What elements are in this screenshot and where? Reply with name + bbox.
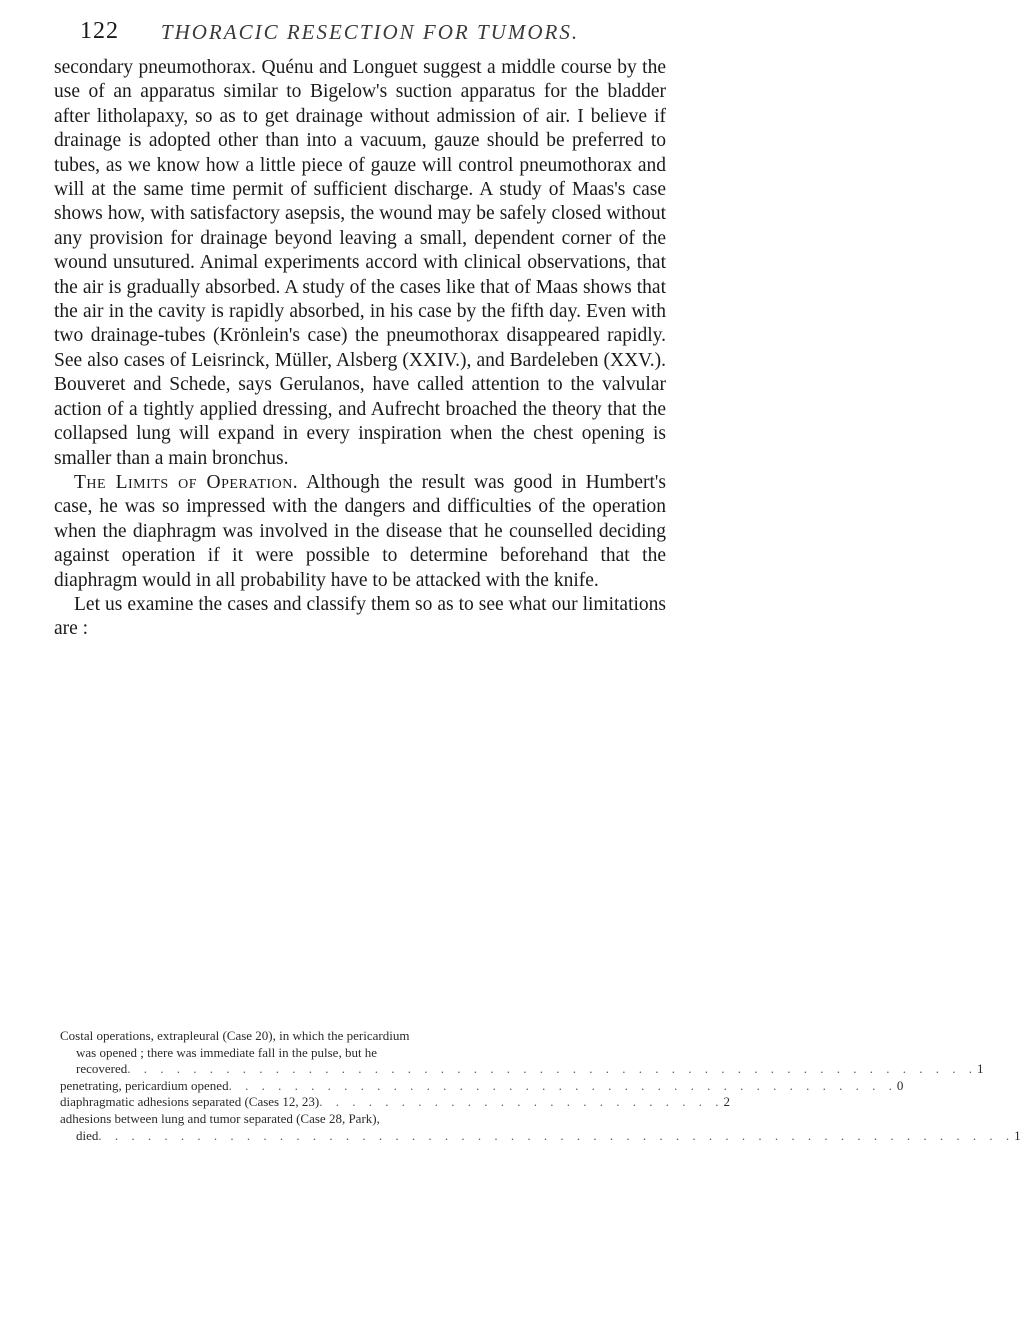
row-label: diaphragmatic adhesions separated (Cases 12, 23): [60, 1094, 320, 1110]
paragraph-text: Although the result was good in Humbert's case, he was so impressed with the dangers and difficulties of the operation when the diaphragm was involved in the disease that he counselled deciding against operation if it were possible to determine beforehand that the diaphragm would in all probability have to be attacked with the knife.: [54, 471, 666, 591]
paragraph: [54, 471, 666, 593]
leader-dots: . . . . . . . . . . . . . . . . . . . . . . . . . . . . . . . . . . . . . . . . . . . . . . . . . . . .: [127, 1061, 977, 1077]
row-label: penetrating, pericardium opened: [60, 1077, 229, 1093]
page-header: [80, 12, 660, 52]
table-row: [60, 1111, 656, 1128]
table-row: [60, 1028, 656, 1045]
row-label: died: [76, 1127, 99, 1143]
leader-dots: . . . . . . . . . . . . . . . . . . . . . . . . .: [319, 1094, 724, 1110]
row-label: was opened ; there was immediate fall in the pulse, but he: [76, 1044, 378, 1060]
leader-dots: . . . . . . . . . . . . . . . . . . . . . . . . . . . . . . . . . . . . . . . . .: [228, 1077, 897, 1093]
table-row: [60, 1077, 904, 1095]
table-row: [60, 1127, 1021, 1145]
paragraph: secondary pneumothorax. Quénu and Longuet suggest a middle course by the use of an apparatus similar to Bigelow's suction apparatus for the bladder after litholapaxy, so as to get drainage without admission of air. I believe if drainage is adopted other than into a vacuum, gauze should be preferred to tubes, as we know how a little piece of gauze will control pneumothorax and will at the same time permit of sufficient discharge. A study of Maas's case shows how, with satisfactory asepsis, the wound may be safely closed without any provision for drainage beyond leaving a small, dependent corner of the wound unsutured. Animal experiments accord with clinical observations, that the air is gradually absorbed. A study of the cases like that of Maas shows that the air in the cavity is rapidly absorbed, in his case by the fifth day. Even with two drainage-tubes (Krönlein's case) the pneumothorax disappeared rapidly. See also cases of Leisrinck, Müller, Alsberg (XXIV.), and Bardeleben (XXV.). Bouveret and Schede, says Gerulanos, have called attention to the valvular action of a tightly applied dressing, and Aufrecht broached the theory that the collapsed lung will expand in every inspiration when the chest opening is smaller than a main bronchus.: [54, 57, 666, 469]
row-label: adhesions between lung and tumor separated (Case 28, Park),: [60, 1110, 380, 1126]
case-classification-table: [60, 1028, 1021, 1144]
row-count: 2: [723, 1094, 730, 1110]
row-label: Costal operations, extrapleural (Case 20), in which the pericardium: [60, 1028, 410, 1043]
row-count: 0: [896, 1077, 904, 1093]
leader-dots: . . . . . . . . . . . . . . . . . . . . . . . . . . . . . . . . . . . . . . . . . . . . . . . . . . . . . . . .: [98, 1127, 1015, 1143]
row-count: 1: [977, 1061, 984, 1077]
page-number: 122: [80, 18, 119, 44]
row-label: recovered: [76, 1061, 128, 1077]
table-row: [60, 1094, 730, 1111]
table-row: [60, 1061, 984, 1078]
paragraph: Let us examine the cases and classify them so as to see what our limitations are :: [54, 593, 666, 640]
body-text: [54, 56, 666, 642]
row-count: 1: [1014, 1127, 1021, 1143]
section-heading: The Limits of Operation.: [74, 471, 299, 493]
table-row: [60, 1045, 656, 1062]
running-title: THORACIC RESECTION FOR TUMORS.: [160, 20, 580, 44]
